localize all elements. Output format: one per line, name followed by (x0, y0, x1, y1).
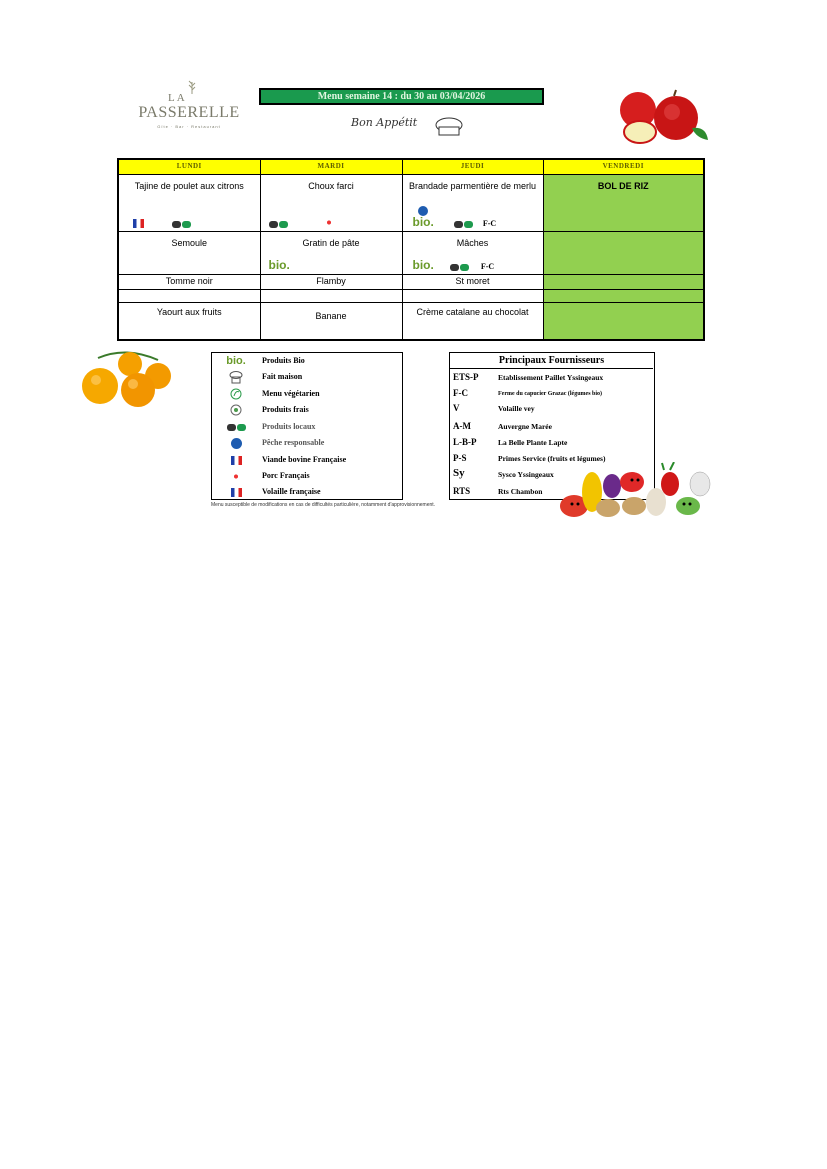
supplier-code: ETS-P (453, 372, 479, 382)
logo-small-text: LA (168, 92, 187, 104)
local-products-icon (450, 264, 469, 271)
menu-cell-vegetarian (543, 174, 704, 231)
cow-icon (224, 453, 248, 467)
menu-cell (402, 174, 543, 231)
dish-name: Yaourt aux fruits (156, 306, 222, 317)
supplier-row (450, 419, 653, 435)
menu-cell (402, 302, 543, 340)
supplier-row (450, 370, 653, 386)
dish-name: Tajine de poulet aux citrons (134, 180, 244, 191)
legend-box (211, 352, 403, 500)
day-header-tuesday: MARDI (260, 159, 402, 174)
legend-label: Pêche responsable (262, 438, 325, 447)
bio-icon: bio. (226, 355, 246, 367)
menu-cell (260, 289, 402, 302)
menu-cell (118, 302, 260, 340)
french-pork-icon (324, 217, 334, 228)
dish-name: BOL DE RIZ (597, 180, 649, 191)
local-products-icon (172, 221, 191, 228)
bon-appetit-text: Bon Appétit (351, 116, 418, 129)
fish-icon (224, 436, 248, 450)
legend-label: Fait maison (262, 372, 303, 381)
day-header-friday: VENDREDI (543, 159, 704, 174)
menu-cell (402, 231, 543, 274)
dish-name: Flamby (316, 275, 346, 286)
menu-cell (402, 289, 543, 302)
supplier-name: Etablissement Paillet Yssingeaux (498, 373, 604, 382)
bio-icon: bio. (412, 257, 434, 272)
dish-name: Brandade parmentière de merlu (408, 180, 537, 191)
legend-label: Volaille française (262, 487, 321, 496)
supplier-code: A-M (453, 421, 471, 431)
menu-cell (260, 302, 402, 340)
legend-row (212, 435, 402, 451)
supplier-row (450, 386, 653, 402)
restaurant-logo (138, 80, 240, 140)
supplier-name: Sysco Yssingeaux (498, 470, 554, 479)
legend-label: Produits frais (262, 405, 309, 414)
legend-row (212, 484, 402, 500)
local-products-icon (269, 221, 288, 228)
wheat-icon (186, 80, 198, 94)
disclaimer-note: Menu susceptible de modifications en cas de difficultés particulière, notamment d'approvisionnement. (211, 502, 436, 508)
supplier-name: Auvergne Marée (498, 422, 552, 431)
supplier-name: Ferme du capucier Grazac (légumes bio) (498, 391, 603, 397)
legend-label: Menu végétarien (262, 389, 320, 398)
tomatoes-image (78, 348, 174, 408)
dish-name: Crème catalane au chocolat (416, 306, 529, 317)
legend-label: Produits locaux (262, 422, 316, 431)
menu-cell (260, 274, 402, 289)
menu-cell (118, 274, 260, 289)
suppliers-title: Principaux Fournisseurs (450, 353, 653, 369)
supplier-fc-mark: F-C (480, 261, 495, 271)
menu-cell-vegetarian (543, 274, 704, 289)
fish-icon (418, 206, 428, 216)
supplier-code: P-S (453, 453, 467, 463)
dish-name: Banane (315, 310, 347, 321)
legend-row (212, 468, 402, 484)
supplier-name: Rts Chambon (498, 487, 543, 496)
logo-main-text: PASSERELLE (138, 104, 240, 121)
dish-name: Gratin de pâte (302, 237, 360, 248)
chef-hat-icon (436, 118, 462, 135)
legend-row (212, 353, 402, 369)
fresh-products-icon (224, 403, 248, 417)
supplier-code: RTS (453, 486, 471, 496)
supplier-name: Volaille vey (498, 404, 535, 413)
french-poultry-icon (133, 219, 144, 228)
menu-cell-vegetarian (543, 289, 704, 302)
legend-label: Produits Bio (262, 356, 305, 365)
dish-name: Mâches (456, 237, 489, 248)
leaf-icon (224, 387, 248, 401)
menu-cell (260, 174, 402, 231)
menu-cell-vegetarian (543, 302, 704, 340)
supplier-code: Sy (453, 467, 465, 479)
legend-row (212, 386, 402, 402)
local-products-icon (224, 420, 248, 434)
dish-name: Tomme noir (165, 275, 213, 286)
weekly-menu-table (117, 158, 705, 341)
page-title: Menu semaine 14 : du 30 au 03/04/2026 (259, 88, 544, 105)
legend-label: Viande bovine Française (262, 455, 347, 464)
legend-row (212, 402, 402, 418)
supplier-code: V (453, 403, 460, 413)
supplier-code: L-B-P (453, 437, 477, 447)
supplier-row (450, 435, 653, 451)
day-header-monday: LUNDI (118, 159, 260, 174)
dish-name: St moret (455, 275, 490, 286)
supplier-row (450, 401, 653, 417)
menu-cell (402, 274, 543, 289)
supplier-name: Primes Service (fruits et légumes) (498, 454, 606, 463)
legend-label: Porc Français (262, 471, 310, 480)
local-products-icon (454, 221, 473, 228)
menu-cell (118, 289, 260, 302)
legend-row (212, 369, 402, 385)
legend-row (212, 452, 402, 468)
menu-cell (260, 231, 402, 274)
legend-row (212, 419, 402, 435)
chicken-icon (224, 485, 248, 499)
supplier-code: F-C (453, 388, 468, 398)
menu-cell (118, 231, 260, 274)
menu-cell (118, 174, 260, 231)
bon-appetit-logo (335, 114, 467, 144)
vegetables-illustration (552, 462, 716, 520)
day-header-thursday: JEUDI (402, 159, 543, 174)
dish-name: Choux farci (308, 180, 354, 191)
dish-name: Semoule (171, 237, 208, 248)
pig-icon (224, 469, 248, 483)
supplier-name: La Belle Plante Lapte (498, 438, 568, 447)
bio-icon: bio. (412, 214, 434, 229)
chef-hat-icon (224, 370, 248, 384)
logo-sub-text: Gîte · Bar · Restaurant (157, 124, 221, 129)
apples-image (614, 88, 710, 146)
supplier-fc-mark: F-C (482, 218, 497, 228)
menu-cell-vegetarian (543, 231, 704, 274)
bio-icon: bio. (268, 257, 290, 272)
